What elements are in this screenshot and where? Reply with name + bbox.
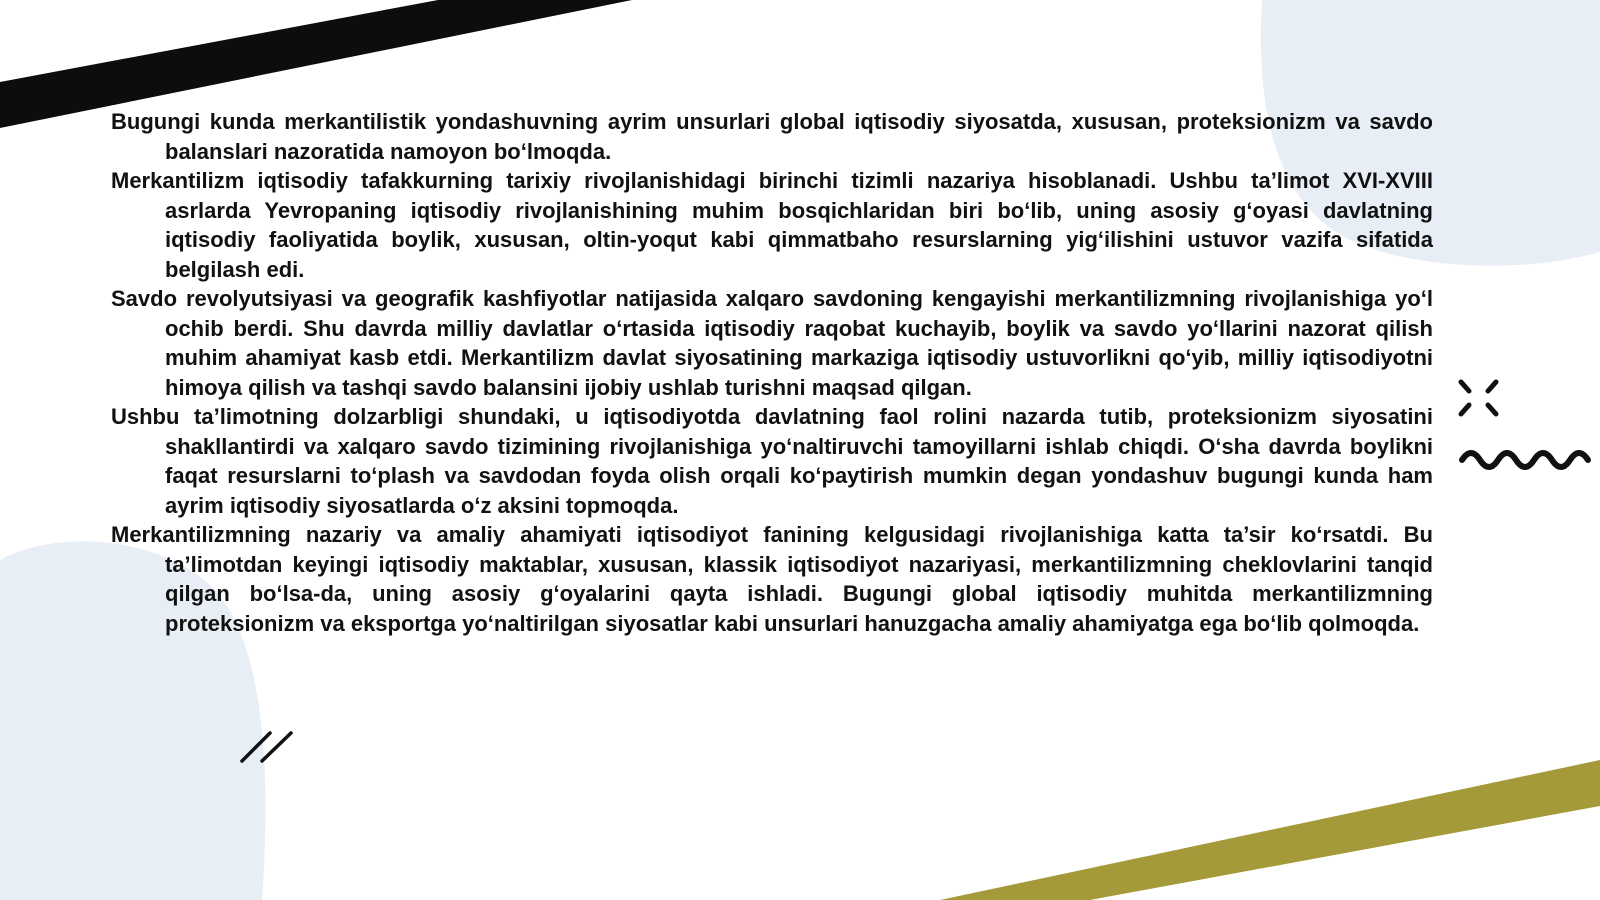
paragraph-1: Bugungi kunda merkantilistik yondashuvning ayrim unsurlari global iqtisodiy siyosatda, xususan, proteksionizm va savdo balanslari nazoratida namoyon bo‘lmoqda. xyxy=(111,109,1433,164)
wavy-line-mark xyxy=(1462,453,1588,467)
paragraph-2: Merkantilizm iqtisodiy tafakkurning tarixiy rivojlanishidagi birinchi tizimli nazariya hisoblanadi. Ushbu ta’limot XVI-XVIII asrlarda Yevropaning iqtisodiy rivojlanishining muhim bosqichlaridan biri bo‘lib, uning asosiy g‘oyasi davlatning iqtisodiy faoliyatida boylik, xususan, oltin-yoqut kabi qimmatbaho resurslarning yig‘ilishini ustuvor vazifa sifatida belgilash edi. xyxy=(111,168,1433,282)
paragraph-3: Savdo revolyutsiyasi va geografik kashfiyotlar natijasida xalqaro savdoning kengayishi merkantilizmning rivojlanishiga yo‘l ochib berdi. Shu davrda milliy davlatlar o‘rtasida iqtisodiy raqobat kuchayib, boylik va savdo yo‘llarini nazorat qilish muhim ahamiyat kasb etdi. Merkantilizm davlat siyosatining markaziga iqtisodiy ustuvorlikni qo‘yib, milliy iqtisodiyotni himoya qilish va tashqi savdo balansini ijobiy ushlab turishni maqsad qilgan. xyxy=(111,286,1433,400)
paragraph-4: Ushbu ta’limotning dolzarbligi shundaki, u iqtisodiyotda davlatning faol rolini nazarda tutib, proteksionizm siyosatini shakllantirdi va xalqaro savdo tizimining rivojlanishiga yo‘naltiruvchi tamoyillarni ishlab chiqdi. O‘sha davrda boylikni faqat resurslarni to‘plash va savdodan foyda olish orqali ko‘paytirish mumkin degan yondashuv bugungi kunda ham ayrim iqtisodiy siyosatlarda o‘z aksini topmoqda. xyxy=(111,404,1433,518)
olive-stripe xyxy=(940,760,1600,900)
x-cross-mark xyxy=(1461,382,1496,414)
paragraph-5: Merkantilizmning nazariy va amaliy ahamiyati iqtisodiyot fanining kelgusidagi rivojlanishiga katta ta’sir ko‘rsatdi. Bu ta’limotdan keyingi iqtisodiy maktablar, xususan, klassik iqtisodiyot nazariyasi, merkantilizmning cheklovlarini tanqid qilgan bo‘lsa-da, uning asosiy g‘oyalarini qayta ishladi. Bugungi global iqtisodiy muhitda merkantilizmning proteksionizm va eksportga yo‘naltirilgan siyosatlar kabi unsurlari hanuzgacha amaliy ahamiyatga ega bo‘lib qolmoqda. xyxy=(111,522,1433,636)
body-text xyxy=(111,107,1433,638)
